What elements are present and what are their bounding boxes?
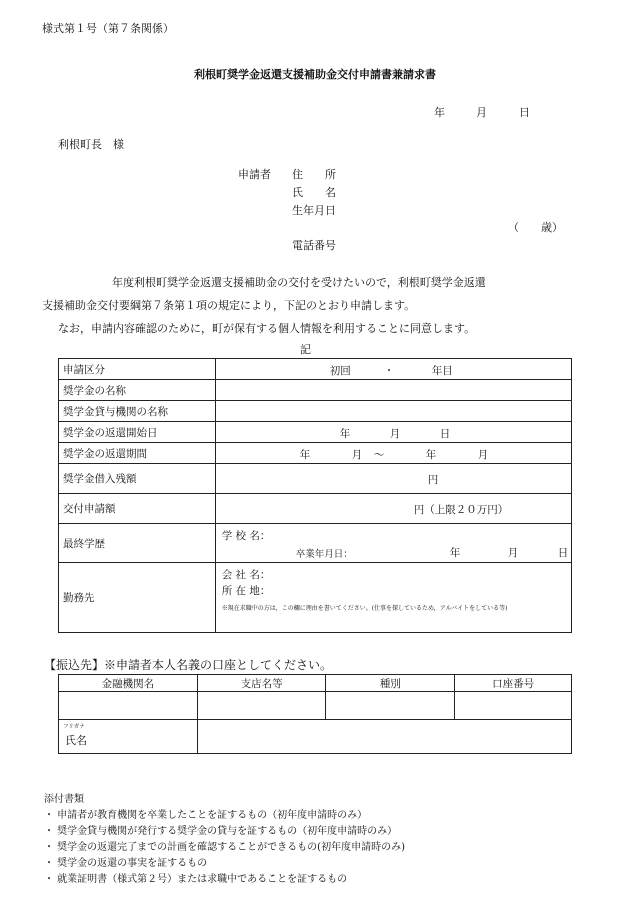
repayment-period-cell[interactable]: [215, 443, 571, 464]
body-line-1: 年度利根町奨学金返還支援補助金の交付を受けたいので，利根町奨学金返還: [112, 276, 486, 289]
attachment-item: ・ 奨学金の返還完了までの計画を確認することができるもの(初年度申請時のみ): [44, 842, 405, 853]
applicant-phone: 電話番号: [292, 239, 336, 252]
applicant-birthdate: 生年月日: [292, 204, 336, 217]
school-name-label: 学 校 名：: [221, 530, 271, 542]
account-holder-input[interactable]: [197, 720, 571, 754]
main-table: [58, 358, 572, 633]
year-label: 年: [339, 428, 351, 440]
graduation-date-label: 卒業年月日：: [295, 549, 353, 560]
applicant-address: 住 所: [292, 168, 336, 181]
bank-heading: 【振込先】※申請者本人名義の口座としてください。: [44, 658, 333, 672]
table-row: [59, 443, 572, 464]
company-location-label: 所 在 地：: [221, 585, 271, 597]
tilde-separator: ～: [373, 449, 385, 461]
year-label: 年: [299, 449, 311, 461]
date-month: 月: [476, 106, 487, 119]
yen-unit: 円: [427, 474, 439, 486]
table-row: [59, 464, 572, 494]
account-holder-label-cell: [59, 720, 198, 754]
row-label: 勤務先: [59, 563, 216, 633]
separator-dot: ・: [383, 365, 395, 377]
bank-header-institution: 金融機関名: [59, 675, 198, 692]
year-label: 年: [449, 547, 461, 559]
ki-label: 記: [300, 343, 311, 356]
bank-type-input[interactable]: [326, 692, 455, 720]
table-row: [59, 422, 572, 443]
row-label: 奨学金の返還開始日: [59, 422, 216, 443]
row-label: 奨学金の名称: [59, 380, 216, 401]
table-row: [59, 563, 572, 633]
year-count-label: 年目: [431, 365, 453, 377]
body-line-3: なお，申請内容確認のために，町が保有する個人情報を利用することに同意します。: [58, 322, 476, 335]
year-label: 年: [425, 449, 437, 461]
bank-header-account: 口座番号: [455, 675, 572, 692]
education-cell[interactable]: [215, 524, 571, 563]
attachment-item: ・ 奨学金の返還の事実を証するもの: [44, 858, 208, 869]
requested-amount-cell[interactable]: [215, 494, 571, 524]
table-row: [59, 494, 572, 524]
bank-branch-input[interactable]: [197, 692, 326, 720]
applicant-label: 申請者: [238, 168, 271, 181]
repayment-start-cell[interactable]: [215, 422, 571, 443]
row-label: 交付申請額: [59, 494, 216, 524]
amount-limit-note: 円（上限２０万円）: [413, 504, 509, 516]
bank-header-branch: 支店名等: [197, 675, 326, 692]
month-label: 月: [389, 428, 401, 440]
employer-cell[interactable]: [215, 563, 571, 633]
month-label: 月: [351, 449, 363, 461]
lending-institution-cell[interactable]: [215, 401, 571, 422]
remaining-balance-cell[interactable]: [215, 464, 571, 494]
date-year: 年: [434, 106, 445, 119]
row-label: 奨学金の返還期間: [59, 443, 216, 464]
attachment-item: ・ 奨学金貸与機関が発行する奨学金の貸与を証するもの（初年度申請時のみ）: [44, 826, 398, 837]
page-title: 利根町奨学金返還支援補助金交付申請書兼請求書: [194, 68, 436, 81]
month-label: 月: [507, 547, 519, 559]
addressee: 利根町長 様: [58, 138, 124, 151]
job-seeking-note: ※現在求職中の方は，この欄に理由を書いてください。(仕事を探しているため，アルバイトをしている等): [221, 605, 508, 612]
row-label: 最終学歴: [59, 524, 216, 563]
day-label: 日: [557, 547, 569, 559]
scholarship-name-cell[interactable]: [215, 380, 571, 401]
table-row: [59, 380, 572, 401]
attachments-title: 添付書類: [44, 794, 84, 805]
attachment-item: ・ 就業証明書（様式第２号）または求職中であることを証するもの: [44, 874, 348, 885]
body-line-2: 支援補助金交付要綱第７条第１項の規定により，下記のとおり申請します。: [42, 299, 416, 312]
furigana-label: フリガナ: [63, 724, 85, 730]
account-holder-label: 氏名: [65, 734, 87, 747]
first-time-label: 初回: [329, 365, 351, 377]
form-number: 様式第１号（第７条関係）: [42, 22, 174, 35]
attachment-item: ・ 申請者が教育機関を卒業したことを証するもの（初年度申請時のみ）: [44, 810, 368, 821]
table-row: [59, 524, 572, 563]
row-label: 申請区分: [59, 359, 216, 380]
table-row: [59, 359, 572, 380]
bank-account-input[interactable]: [455, 692, 572, 720]
bank-header-type: 種別: [326, 675, 455, 692]
day-label: 日: [439, 428, 451, 440]
applicant-name: 氏 名: [292, 186, 336, 199]
date-day: 日: [519, 106, 530, 119]
bank-table: [58, 674, 572, 754]
application-type-cell[interactable]: [215, 359, 571, 380]
company-name-label: 会 社 名：: [221, 569, 271, 581]
bank-institution-input[interactable]: [59, 692, 198, 720]
month-label: 月: [477, 449, 489, 461]
row-label: 奨学金貸与機関の名称: [59, 401, 216, 422]
table-row: [59, 401, 572, 422]
applicant-age: （ 歳）: [508, 221, 563, 234]
row-label: 奨学金借入残額: [59, 464, 216, 494]
